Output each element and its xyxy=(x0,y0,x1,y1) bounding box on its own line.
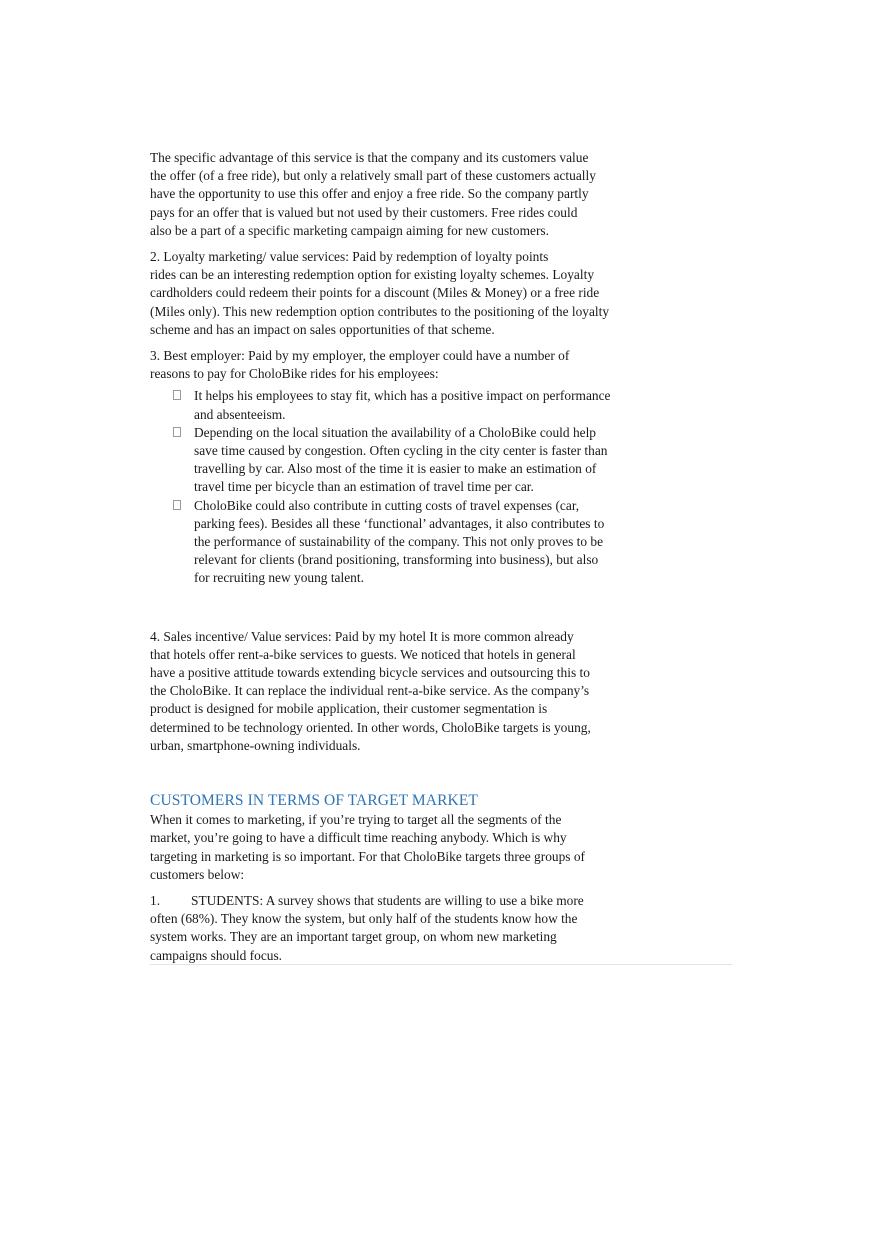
text-line: STUDENTS: A survey shows that students are willing to use a bike more xyxy=(191,892,584,908)
text-line: reasons to pay for CholoBike rides for his employees: xyxy=(150,366,439,382)
loyalty-paragraph xyxy=(150,248,750,339)
text-line: save time caused by congestion. Often cycling in the city center is faster than xyxy=(194,443,608,459)
text-line: It helps his employees to stay fit, which has a positive impact on performance xyxy=(194,388,611,404)
text-line: rides can be an interesting redemption option for existing loyalty schemes. Loyalty xyxy=(150,267,595,283)
text-line: 3. Best employer: Paid by my employer, the employer could have a number of xyxy=(150,348,570,364)
text-line: that hotels offer rent-a-bike services to guests. We noticed that hotels in general xyxy=(150,646,576,662)
text-line: Depending on the local situation the availability of a CholoBike could help xyxy=(194,424,597,440)
text-line: pays for an offer that is valued but not used by their customers. Free rides could xyxy=(150,204,578,220)
sales-paragraph xyxy=(150,628,750,755)
intro-paragraph xyxy=(150,149,750,240)
text-line: have the opportunity to use this offer and enjoy a free ride. So the company partly xyxy=(150,186,589,202)
text-line: CholoBike could also contribute in cutting costs of travel expenses (car, xyxy=(194,497,580,513)
text-line: often (68%). They know the system, but only half of the students know how the xyxy=(150,911,578,927)
students-numbered-item xyxy=(150,892,750,965)
text-line: the CholoBike. It can replace the individual rent-a-bike service. As the company’s xyxy=(150,683,590,699)
text-line: have a positive attitude towards extending bicycle services and outsourcing this to xyxy=(150,665,590,681)
text-line: the offer (of a free ride), but only a relatively small part of these customers actually xyxy=(150,168,596,184)
text-line: system works. They are an important target group, on whom new marketing xyxy=(150,929,557,945)
text-line: campaigns should focus. xyxy=(150,947,283,963)
horizontal-divider xyxy=(150,964,732,965)
document-page xyxy=(150,149,750,965)
text-line: the performance of sustainability of the company. This not only proves to be xyxy=(194,534,604,550)
text-line: When it comes to marketing, if you’re trying to target all the segments of the xyxy=(150,812,562,828)
text-line: also be a part of a specific marketing campaign aiming for new customers. xyxy=(150,222,549,238)
text-line: product is designed for mobile application, their customer segmentation is xyxy=(150,701,548,717)
empty-square-bullet-icon xyxy=(173,500,181,510)
text-line: travelling by car. Also most of the time it is easier to make an estimation of xyxy=(194,461,597,477)
list-number: 1. xyxy=(150,892,161,908)
empty-square-bullet-icon xyxy=(173,390,181,400)
text-line: The specific advantage of this service is that the company and its customers value xyxy=(150,150,589,165)
text-line: cardholders could redeem their points for a discount (Miles & Money) or a free ride xyxy=(150,285,600,301)
list-item xyxy=(150,387,750,423)
text-line: for recruiting new young talent. xyxy=(194,570,364,586)
text-line: determined to be technology oriented. In other words, CholoBike targets is young, xyxy=(150,719,591,735)
text-line: market, you’re going to have a difficult time reaching anybody. Which is why xyxy=(150,830,567,846)
empty-square-bullet-icon xyxy=(173,427,181,437)
employer-paragraph xyxy=(150,347,750,383)
list-item xyxy=(150,424,750,497)
text-line: travel time per bicycle than an estimation of travel time per car. xyxy=(194,479,534,495)
employer-bullet-list xyxy=(150,387,750,587)
text-line: parking fees). Besides all these ‘functional’ advantages, it also contributes to xyxy=(194,515,605,531)
text-line: targeting in marketing is so important. For that CholoBike targets three groups of xyxy=(150,848,586,864)
text-line: customers below: xyxy=(150,866,245,882)
text-line: and absenteeism. xyxy=(194,406,286,422)
target-market-paragraph xyxy=(150,811,750,884)
text-line: 4. Sales incentive/ Value services: Paid by my hotel It is more common already xyxy=(150,628,574,644)
text-line: scheme and has an impact on sales opportunities of that scheme. xyxy=(150,321,495,337)
text-line: 2. Loyalty marketing/ value services: Paid by redemption of loyalty points xyxy=(150,249,549,265)
text-line: (Miles only). This new redemption option contributes to the positioning of the loyalty xyxy=(150,303,610,319)
list-item xyxy=(150,497,750,588)
text-line: relevant for clients (brand positioning, transforming into business), but also xyxy=(194,552,599,568)
section-heading: CUSTOMERS IN TERMS OF TARGET MARKET xyxy=(150,792,478,810)
text-line: urban, smartphone-owning individuals. xyxy=(150,737,361,753)
